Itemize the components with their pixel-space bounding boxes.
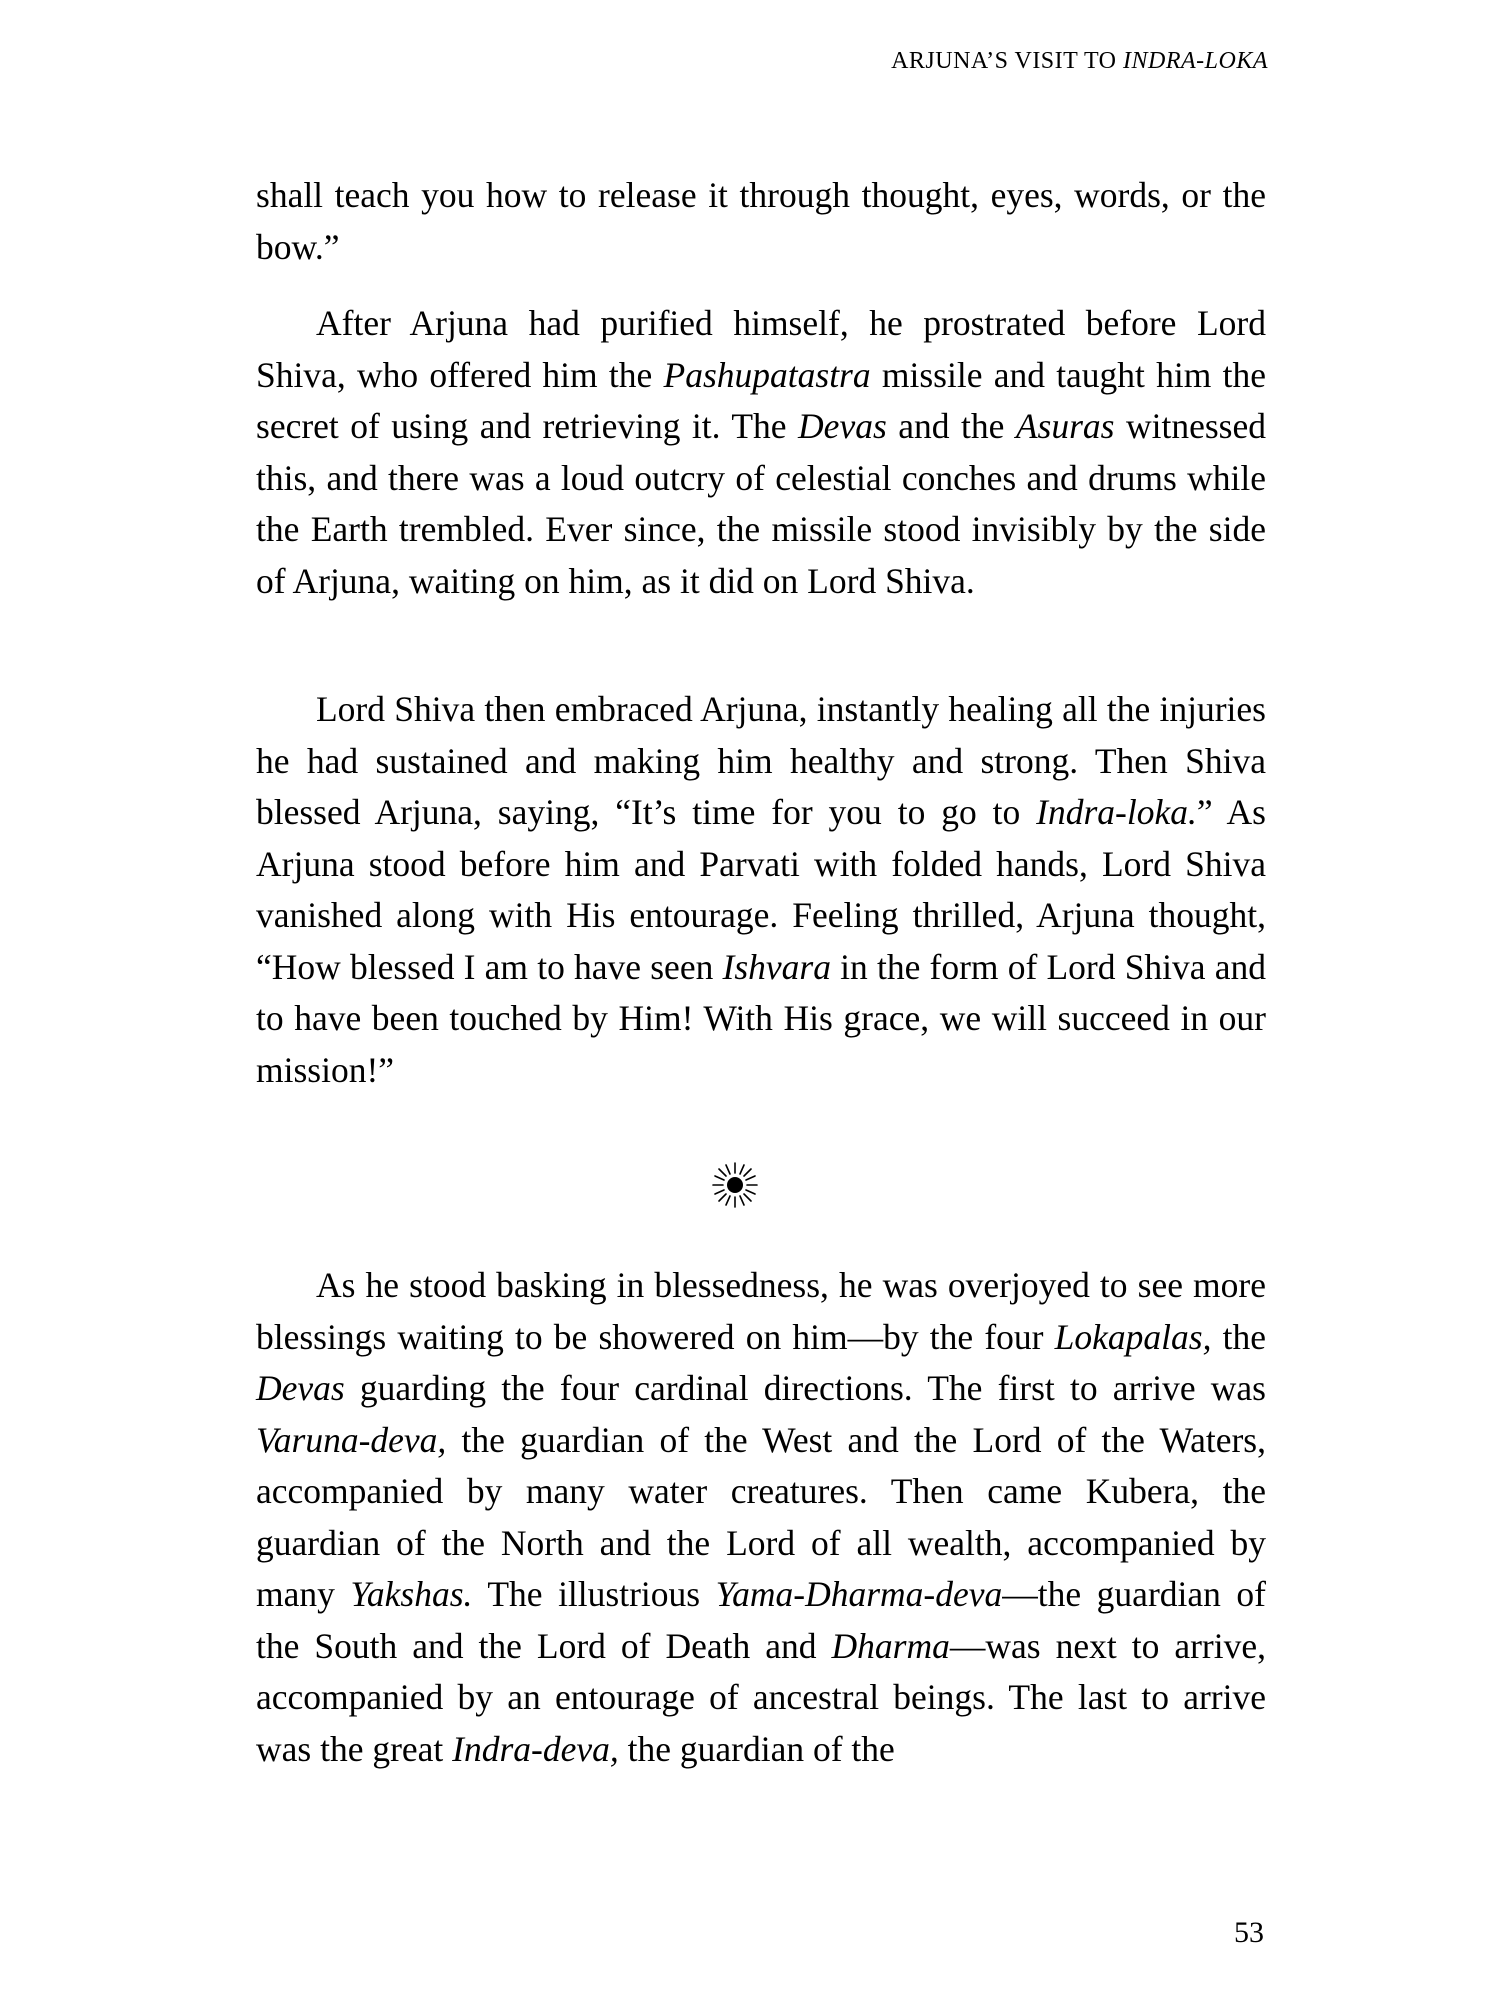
paragraph-continuation	[256, 170, 1266, 273]
text-run: After Arjuna had purified himself, he prostrated before Lord Shiva, who offered him the	[256, 303, 1266, 395]
italic-term: Yama-Dharma-deva	[715, 1574, 1003, 1614]
text-run: Lord Shiva then embraced Arjuna, instantly healing all the injuries he had sustained and making him healthy and strong. Then Shiva blessed Arjuna, saying, “It’s time for you to go to	[256, 689, 1266, 832]
italic-term: Dharma	[831, 1625, 950, 1666]
page-number: 53	[1234, 1916, 1264, 1949]
italic-term: Yakshas.	[350, 1574, 473, 1614]
text-run: witnessed this, and there was a loud outcry of celestial conches and drums while the Earth trembled. Ever since, the missile stood invisibly by the side of Arjuna, waiting on him, as it did on Lord Shiva.	[256, 406, 1266, 601]
text-run: —was next to arrive, accompanied by an entourage of ancestral beings. The last to arrive was the great	[256, 1625, 1266, 1769]
text-run: the guardian of the West and the Lord of the Waters, accompanied by many water creatures. Then came Kubera, the guardian of the North and the Lord of all wealth, accompanied by many	[256, 1419, 1266, 1614]
text-run: —the guardian of the South and the Lord of Death and	[256, 1574, 1266, 1666]
text-run: guarding the four cardinal directions. The first to arrive was	[344, 1368, 1266, 1408]
italic-term: Devas	[798, 406, 887, 446]
italic-term: Devas	[256, 1368, 345, 1408]
paragraph-lokapalas	[256, 1260, 1266, 1775]
running-head-italic: INDRA-LOKA	[1123, 48, 1268, 74]
text-run: ” As Arjuna stood before him and Parvati with folded hands, Lord Shiva vanished along with His entourage. Feeling thrilled, Arjuna thought, “How blessed I am to have seen	[256, 792, 1266, 987]
running-head	[891, 46, 1268, 76]
italic-term: Varuna-deva,	[256, 1419, 447, 1460]
paragraph-shiva-blessing	[256, 684, 1266, 1096]
italic-term: Ishvara	[722, 946, 831, 987]
text-run: the guardian of the	[618, 1728, 895, 1769]
italic-term: Asuras	[1015, 406, 1115, 446]
running-head-prefix: ARJUNA’S VISIT TO	[891, 48, 1123, 74]
italic-term: Lokapalas,	[1054, 1316, 1212, 1357]
italic-term: Indra-deva,	[452, 1728, 619, 1769]
italic-term: Pashupatastra	[663, 354, 871, 395]
sun-burst-ornament-icon	[710, 1160, 760, 1210]
text-run: and the	[886, 406, 1016, 446]
text-run: shall teach you how to release it through thought, eyes, words, or the bow.”	[256, 175, 1266, 267]
italic-term: Indra-loka.	[1036, 792, 1197, 832]
text-run: The illustrious	[472, 1574, 716, 1614]
text-run: missile and taught him the secret of using and retrieving it. The	[256, 354, 1266, 446]
text-run: As he stood basking in blessedness, he was overjoyed to see more blessings waiting to be showered on him—by the four	[256, 1265, 1266, 1357]
paragraph-pashupatastra	[256, 298, 1266, 607]
text-run: in the form of Lord Shiva and to have been touched by Him! With His grace, we will succeed in our mission!”	[256, 946, 1266, 1090]
text-run: the	[1211, 1316, 1266, 1357]
